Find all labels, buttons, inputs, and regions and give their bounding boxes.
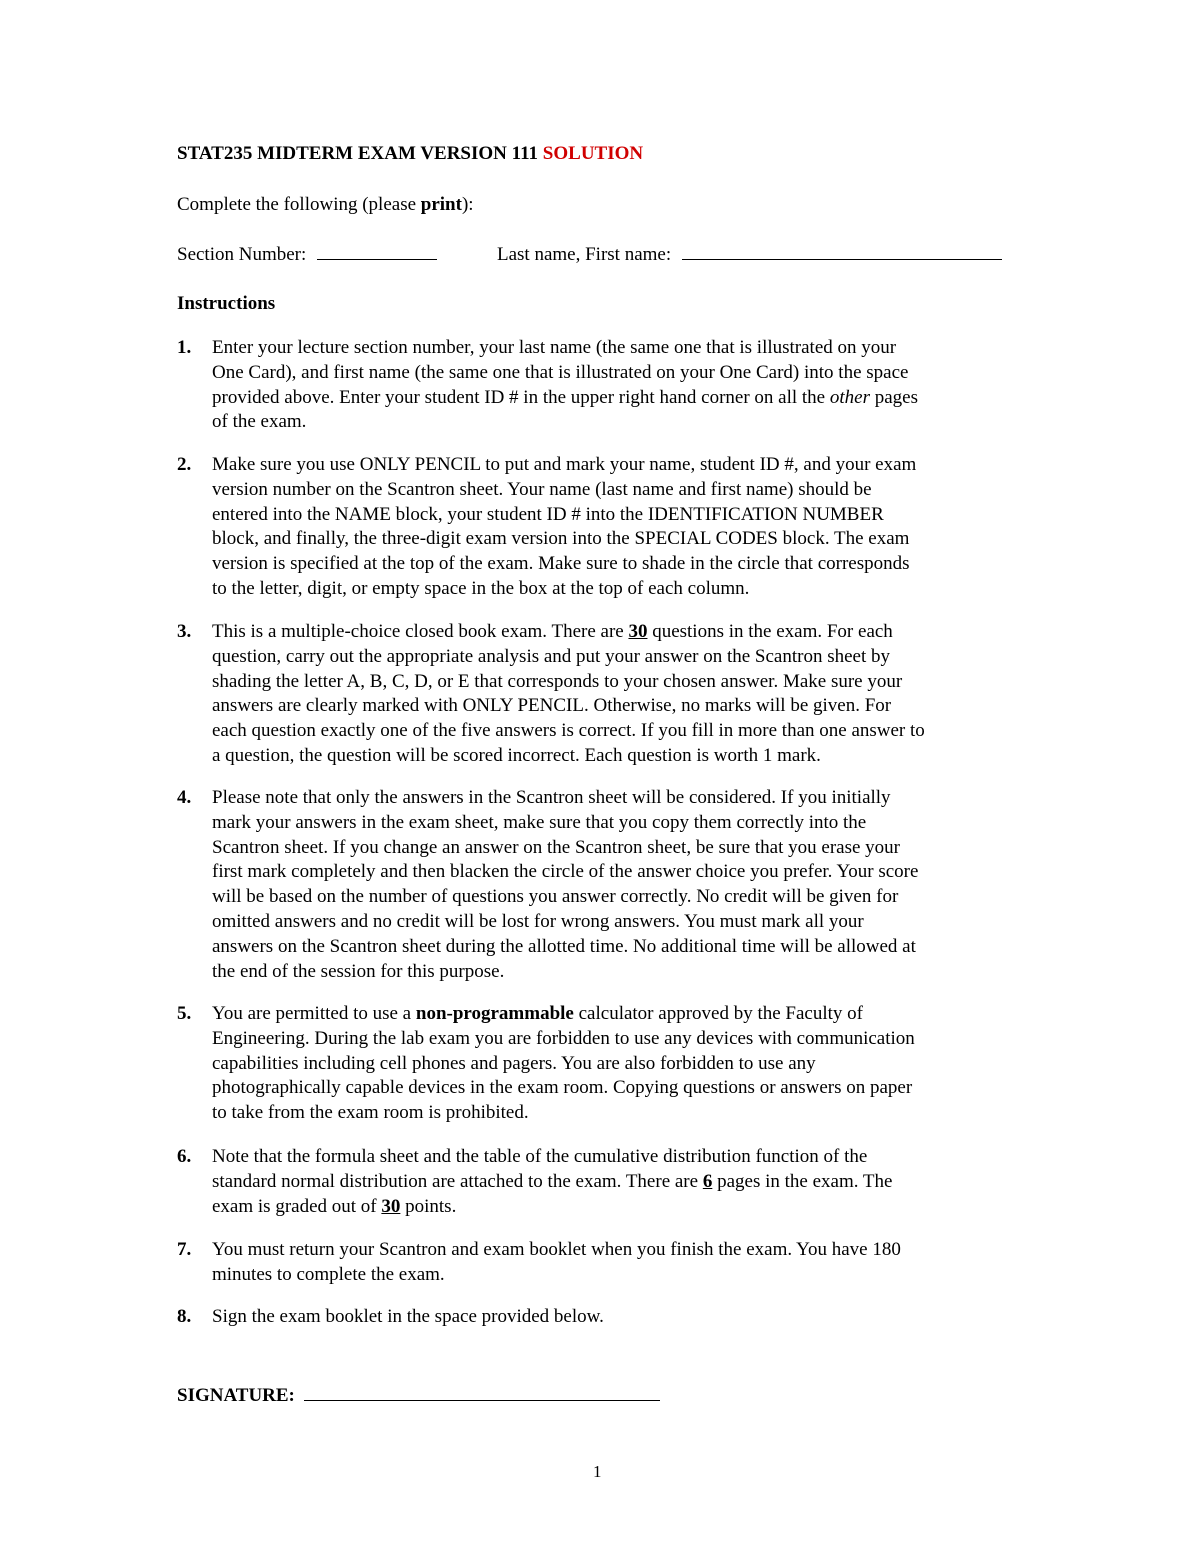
signature-row [177, 1382, 660, 1409]
title-solution: SOLUTION [542, 143, 644, 164]
instruction-item: 7. You must return your Scantron and exam booklet when you finish the exam. You have 180 minutes to complete the exam. [177, 1239, 901, 1285]
complete-instruction: Complete the following (please print): [177, 194, 474, 215]
section-number-label: Section Number: [177, 244, 307, 265]
instruction-item: 8. Sign the exam booklet in the space provided below. [177, 1306, 604, 1327]
instructions-heading: Instructions [177, 293, 276, 314]
page-number: 1 [593, 1462, 602, 1481]
instruction-item: 4. Please note that only the answers in the Scantron sheet will be considered. If you initially mark your answers in the exam sheet, make sure that you copy them correctly into the Scantron sheet. If you change an answer on the Scantron sheet, be sure that you erase your first mark completely and then blacken the circle of the answer choice you prefer. Your score will be based on the number of questions you answer correctly. No credit will be given for omitted answers and no credit will be lost for wrong answers. You must mark all your answers on the Scantron sheet during the allotted time. No additional time will be allowed at the end of the session for this purpose. [177, 787, 919, 982]
title-main: STAT235 MIDTERM EXAM VERSION 111 [177, 143, 539, 164]
instruction-item: 6. Note that the formula sheet and the table of the cumulative distribution function of the standard normal distribution are attached to the exam. There are 6 pages in the exam. The exam is graded out of 30 points. [177, 1146, 893, 1217]
name-field[interactable] [682, 241, 1002, 260]
instruction-item: 3. This is a multiple-choice closed book exam. There are 30 questions in the exam. For each question, carry out the appropriate analysis and put your answer on the Scantron sheet by shading the letter A, B, C, D, or E that corresponds to your chosen answer. Make sure your answers are clearly marked with ONLY PENCIL. Otherwise, no marks will be given. For each question exactly one of the five answers is correct. If you fill in more than one answer to a question, the question will be scored incorrect. Each question is worth 1 mark. [177, 621, 925, 766]
name-label: Last name, First name: [497, 244, 672, 265]
signature-label: SIGNATURE: [177, 1385, 295, 1406]
instruction-item: 1. Enter your lecture section number, your last name (the same one that is illustrated on your One Card), and first name (the same one that is illustrated on your One Card) into the space provided above. Enter your student ID # in the upper right hand corner on all the other pages of the exam. [177, 337, 918, 433]
signature-field[interactable] [304, 1382, 660, 1401]
section-number-row [177, 241, 437, 268]
instruction-item: 5. You are permitted to use a non-programmable calculator approved by the Faculty of Engineering. During the lab exam you are forbidden to use any devices with communication capabilities including cell phones and pagers. You are also forbidden to use any photographically capable devices in the exam room. Copying questions or answers on paper to take from the exam room is prohibited. [177, 1003, 915, 1124]
instruction-item: 2. Make sure you use ONLY PENCIL to put and mark your name, student ID #, and your exam version number on the Scantron sheet. Your name (last name and first name) should be entered into the NAME block, your student ID # into the IDENTIFICATION NUMBER block, and finally, the three-digit exam version into the SPECIAL CODES block. The exam version is specified at the top of the exam. Make sure to shade in the circle that corresponds to the letter, digit, or empty space in the box at the top of each column. [177, 454, 917, 599]
name-row [497, 241, 1002, 268]
page-title [177, 141, 643, 167]
section-number-field[interactable] [317, 241, 437, 260]
